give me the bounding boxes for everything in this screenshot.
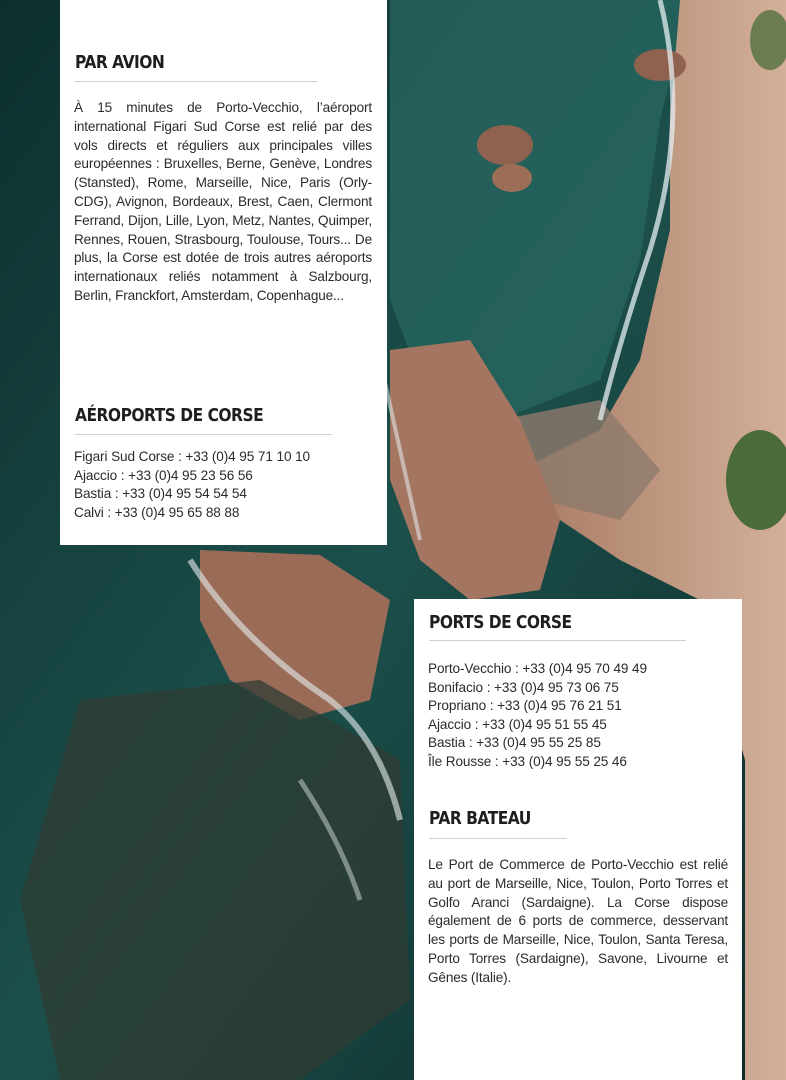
ports-list (428, 660, 647, 772)
list-item: Bonifacio : +33 (0)4 95 73 06 75 (428, 679, 619, 695)
list-item: Porto-Vecchio : +33 (0)4 95 70 49 49 (428, 661, 647, 676)
list-item: Île Rousse : +33 (0)4 95 55 25 46 (428, 753, 627, 769)
par-bateau-divider (429, 838, 567, 839)
air-travel-card (60, 0, 387, 545)
list-item: Bastia : +33 (0)4 95 55 25 85 (428, 735, 601, 751)
list-item: Propriano : +33 (0)4 95 76 21 51 (428, 698, 622, 714)
aeroports-divider (75, 434, 332, 435)
list-item: Figari Sud Corse : +33 (0)4 95 71 10 10 (74, 449, 311, 464)
ports-divider (429, 640, 686, 641)
list-item: Bastia : +33 (0)4 95 54 54 54 (74, 486, 247, 502)
par-avion-divider (75, 81, 317, 82)
ports-heading: PORTS DE CORSE (429, 612, 572, 633)
sea-travel-card (414, 599, 742, 1080)
par-avion-text: À 15 minutes de Porto-Vecchio, l’aéroport international Figari Sud Corse est relié par des vols directs et réguliers aux principales villes européennes : Bruxelles, Berne, Genève, Londres (Stansted), Rome, Marseille, Nice, Paris (Orly- CDG), Avignon, Bordeaux, Brest, Caen, Clermont Ferrand, Dijon, Lille, Lyon, Metz, Nantes, Quimper, Rennes, Rouen, Strasbourg, Toulouse, Tours... De plus, la Corse est dotée de trois autres aéroports internationaux reliés notamment à Salzbourg, Berlin, Franckfort, Amsterdam, Copenhague... (74, 100, 372, 303)
list-item: Ajaccio : +33 (0)4 95 51 55 45 (428, 716, 607, 732)
list-item: Ajaccio : +33 (0)4 95 23 56 56 (74, 467, 253, 483)
par-bateau-heading: PAR BATEAU (429, 808, 531, 829)
aeroports-heading: AÉROPORTS DE CORSE (75, 405, 264, 426)
list-item: Calvi : +33 (0)4 95 65 88 88 (74, 504, 240, 520)
aeroports-list (74, 448, 310, 522)
par-bateau-text: Le Port de Commerce de Porto-Vecchio est relié au port de Marseille, Nice, Toulon, Porto Torres et Golfo Aranci (Sardaigne). La Corse dispose également de 6 ports de commerce, desservant les ports de Marseille, Nice, Toulon, Santa Teresa, Porto Torres (Sardaigne), Savone, Livourne et Gênes (Italie). (428, 857, 728, 985)
par-avion-heading: PAR AVION (75, 52, 165, 73)
